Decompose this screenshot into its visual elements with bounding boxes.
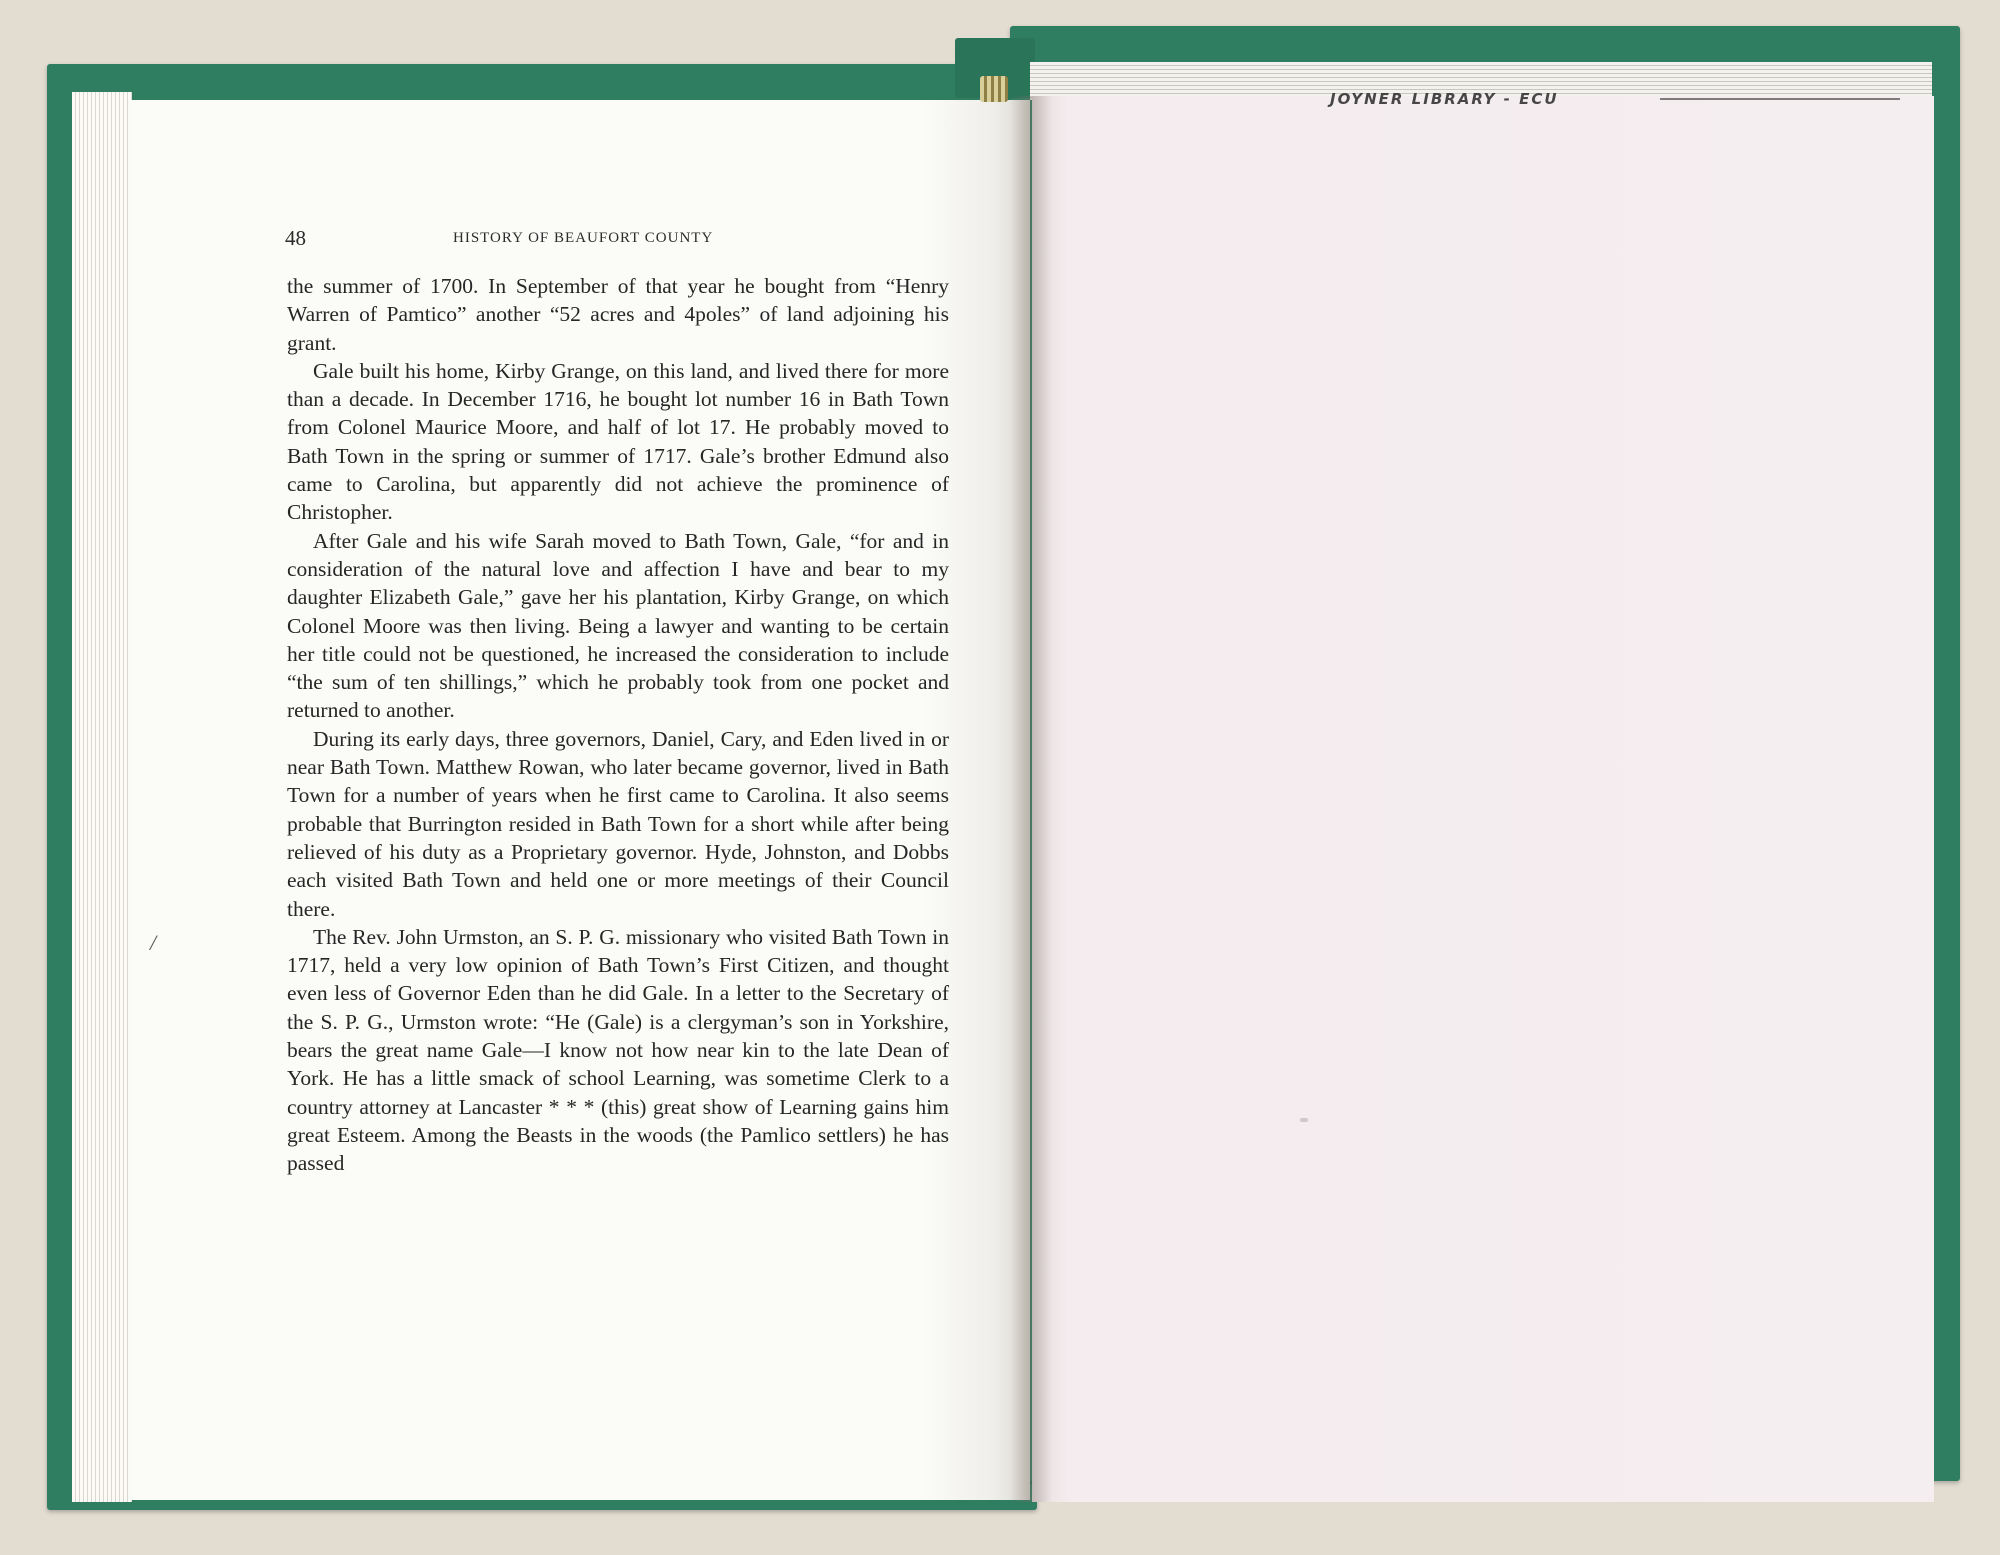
marginal-pencil-mark: /	[150, 930, 157, 955]
library-stamp-rule	[1660, 98, 1900, 100]
paragraph: the summer of 1700. In September of that year he bought from “Henry Warren of Pamtico” another “52 acres and 4poles” of land adjoining his grant.	[287, 274, 949, 355]
paragraph: During its early days, three governors, Daniel, Cary, and Eden lived in or near Bath Town. Matthew Rowan, who later became governor, lived in Bath Town for a number of years when he first came to Carolina. It also seems probable that Burrington resided in Bath Town for a short while after being relieved of his duty as a Proprietary governor. Hyde, Johnston, and Dobbs each visited Bath Town and held one or more meetings of their Council there.	[287, 726, 949, 921]
page-block-edge-left	[72, 92, 132, 1502]
paragraph: Gale built his home, Kirby Grange, on this land, and lived there for more than a decade. In December 1716, he bought lot number 16 in Bath Town from Colonel Maurice Moore, and half of lot 17. He probably moved to Bath Town in the spring or summer of 1717. Gale’s brother Edmund also came to Carolina, but apparently did not achieve the prominence of Christopher.	[287, 358, 949, 525]
paragraph: After Gale and his wife Sarah moved to Bath Town, Gale, “for and in consideration of the natural love and affection I have and bear to my daughter Elizabeth Gale,” gave her his plantation, Kirby Grange, on which Colonel Moore was then living. Being a lawyer and wanting to be certain her title could not be questioned, he increased the consideration to include “the sum of ten shillings,” which he probably took from one pocket and returned to another.	[287, 528, 949, 723]
paragraph: The Rev. John Urmston, an S. P. G. missionary who visited Bath Town in 1717, held a very low opinion of Bath Town’s First Citizen, and thought even less of Governor Eden than he did Gale. In a letter to the Secretary of the S. P. G., Urmston wrote: “He (Gale) is a clergyman’s son in Yorkshire, bears the great name Gale—I know not how near kin to the late Dean of York. He has a little smack of school Learning, was sometime Clerk to a country attorney at Lancaster * * * (this) great show of Learning gains him great Esteem. Among the Beasts in the woods (the Pamlico settlers) he has passed	[287, 924, 949, 1176]
paper-speck	[1300, 1118, 1308, 1122]
library-stamp: JOYNER LIBRARY - ECU	[1330, 90, 1559, 108]
running-head	[285, 226, 950, 256]
running-title: HISTORY OF BEAUFORT COUNTY	[453, 230, 714, 246]
body-text	[287, 272, 949, 1178]
headband	[980, 76, 1008, 102]
right-page-blank	[1032, 96, 1934, 1502]
page-number: 48	[285, 226, 306, 250]
gutter-shadow	[1010, 96, 1052, 1502]
